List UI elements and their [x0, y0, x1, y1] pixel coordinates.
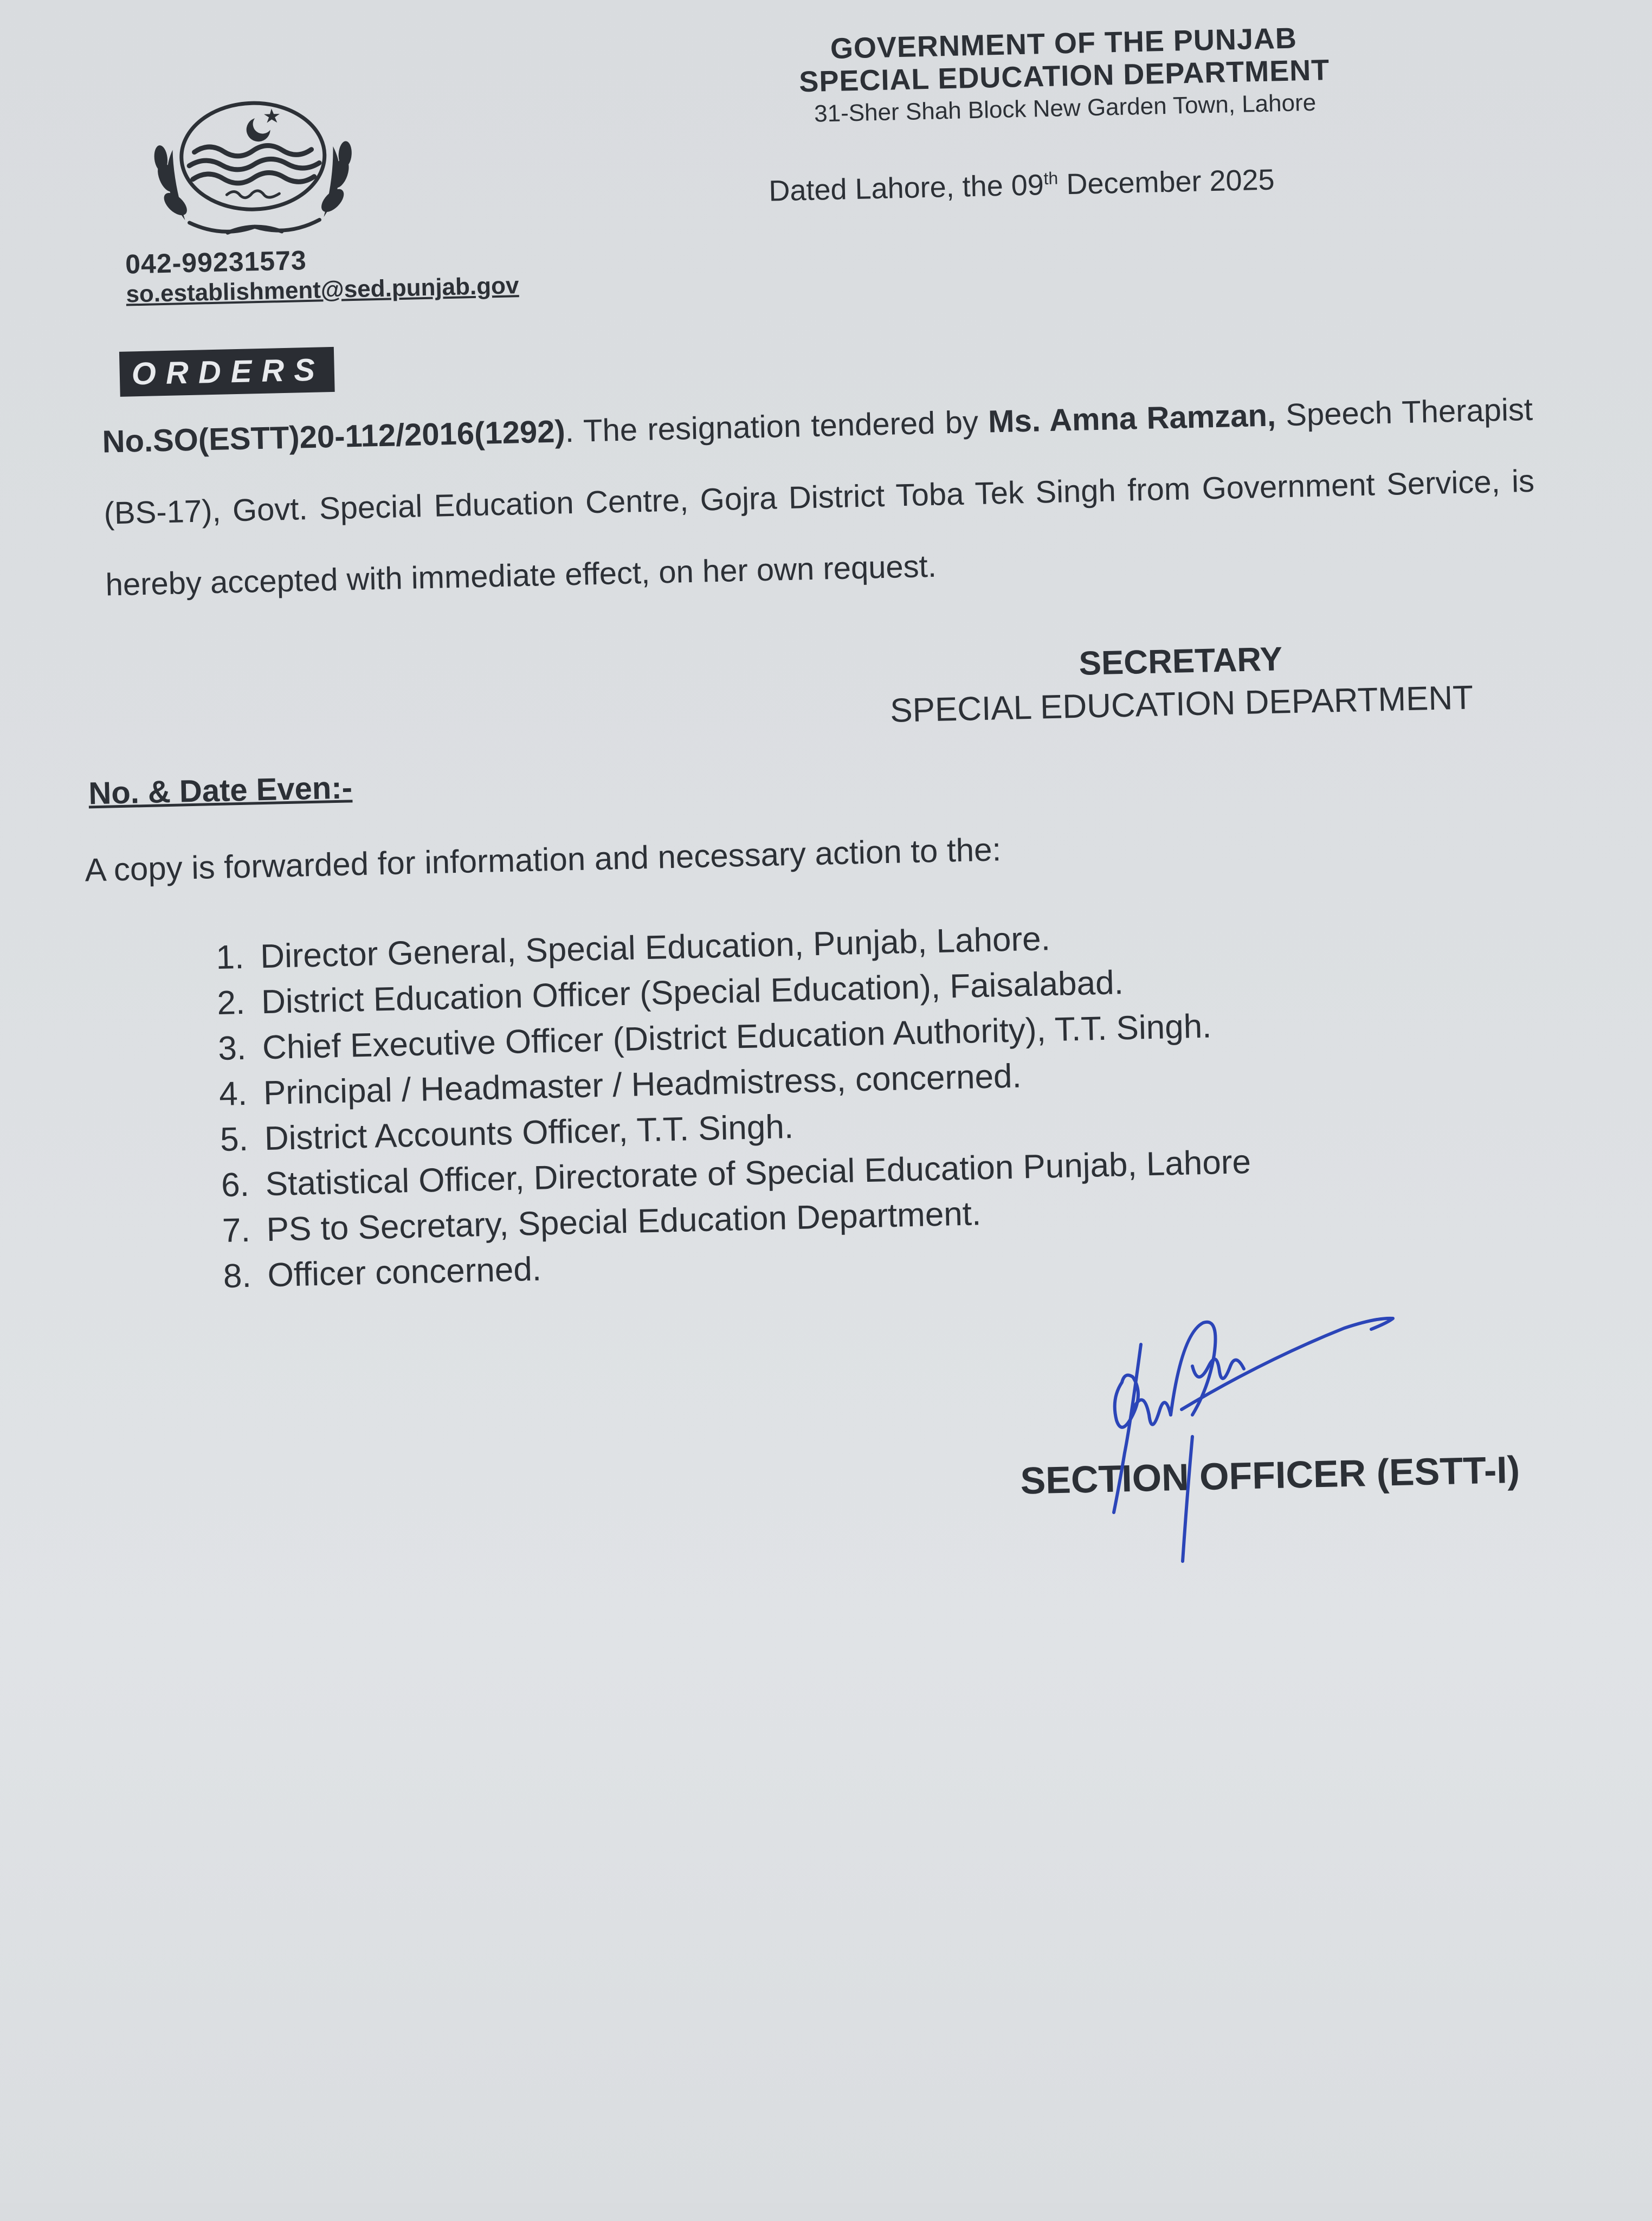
phone-number: 042-99231573 — [125, 244, 307, 280]
list-item: 8. Officer concerned. — [223, 1250, 542, 1295]
list-item: 4. Principal / Headmaster / Headmistress, concerned. — [218, 1057, 1022, 1113]
list-item: 7. PS to Secretary, Special Education Department. — [222, 1195, 982, 1250]
department-address: 31-Sher Shah Block New Garden Town, Lahore — [814, 89, 1317, 127]
even-label: No. & Date Even:- — [88, 770, 353, 812]
punjab-government-emblem-icon — [143, 92, 363, 243]
list-item: 3. Chief Executive Officer (District Education Authority), T.T. Singh. — [217, 1007, 1212, 1068]
contact-block — [125, 240, 519, 308]
orders-label: ORDERS — [119, 347, 335, 397]
email-address: so.establishment@sed.punjab.gov — [125, 272, 519, 308]
section-officer-title: SECTION OFFICER (ESTT-I) — [1019, 1448, 1520, 1502]
order-text-1: . The resignation tendered by — [565, 404, 989, 449]
handwritten-signature-icon — [1089, 1306, 1469, 1567]
date-line — [769, 163, 1275, 208]
list-item: 1. Director General, Special Education, Punjab, Lahore. — [215, 920, 1051, 977]
list-item: 2. District Education Officer (Special Education), Faisalabad. — [216, 964, 1124, 1022]
government-name: GOVERNMENT OF THE PUNJAB — [830, 22, 1298, 65]
secretary-department: SPECIAL EDUCATION DEPARTMENT — [889, 679, 1474, 730]
order-paragraph — [101, 374, 1537, 621]
date-prefix: Dated Lahore, the 09 — [768, 169, 1044, 208]
list-item: 6. Statistical Officer, Directorate of Special Education Punjab, Lahore — [221, 1143, 1251, 1204]
date-rest: December 2025 — [1057, 163, 1275, 201]
employee-name: Ms. Amna Ramzan, — [988, 397, 1276, 440]
date-ordinal: th — [1043, 168, 1059, 189]
list-item: 5. District Accounts Officer, T.T. Singh. — [220, 1108, 794, 1159]
order-text-2: Speech Therapist (BS-17), Govt. Special Education Centre, Gojra District Toba Tek Singh from Government Service, is hereby accepted with immediate effect, on her own request. — [103, 391, 1535, 603]
forward-text: A copy is forwarded for information and necessary action to the: — [84, 831, 1002, 889]
secretary-title: SECRETARY — [1078, 640, 1283, 683]
letterhead — [711, 18, 1418, 130]
department-name: SPECIAL EDUCATION DEPARTMENT — [798, 54, 1330, 99]
order-number: No.SO(ESTT)20-112/2016(1292) — [101, 414, 566, 460]
recipients-list — [184, 912, 1253, 1300]
secretary-block — [812, 634, 1551, 732]
